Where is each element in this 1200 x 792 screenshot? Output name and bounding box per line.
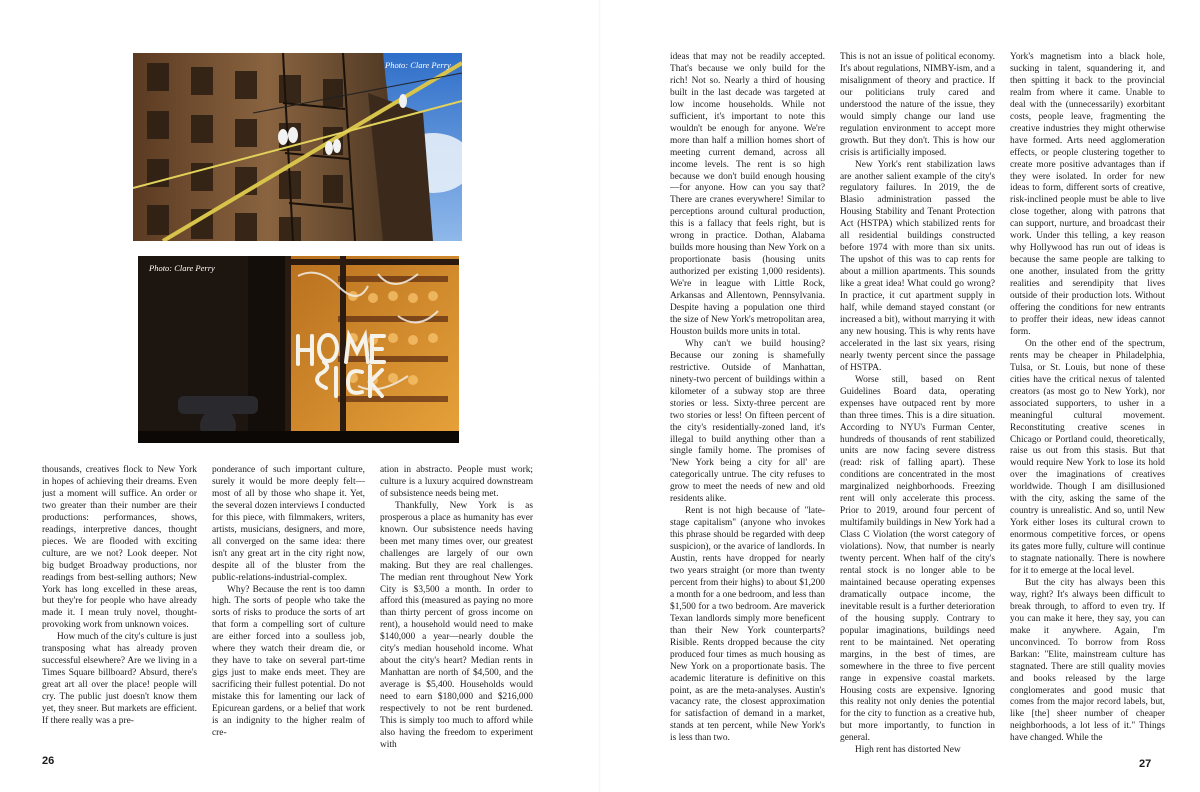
column-6-paragraph-2: On the other end of the spectrum, rents may be cheaper in Philadelphia, Tulsa, or St. Louis, but none of these cities have the critical nexus of talented creators (as most go to New York), nor associated supporters, to usher in a meaningful cultural movement. Reconstituting creative scenes in Chicago or Portland could, theoretically, raise us out from this stasis. But that would require New York to lose its hold over the imaginations of creatives worldwide. Though I am disillusioned with the city, asking the same of the country is unrealistic. And so, until New York either loses its cultural crown to enormous competitive forces, or opens its gates more fully, culture will continue to stagnate nationally. There is nowhere for it to emerge at the local level. (1010, 338, 1165, 576)
photo1-credit: Photo: Clare Perry (385, 60, 451, 70)
photo-home-sick-graffiti (138, 256, 459, 443)
column-5-paragraph-2: New York's rent stabilization laws are another salient example of the city's regulatory failures. In 2019, the de Blasio administration passed the Housing Stability and Tenant Protection Act (HSTPA) which stabilized rents for all residential buildings constructed before 1974 with more than six units. The upshot of this was to cap rents for about a million apartments. This sounds like a great idea! What could go wrong? In practice, it cut apartment supply in half, while demand stayed constant (or increased a bit), without marrying it with any new housing. This is why rents have accelerated in the last six years, rising nearly twenty percent since the passage of HSTPA. (840, 159, 995, 373)
column-4-paragraph-2: Why can't we build housing? Because our zoning is shamefully restrictive. Outside of Manhattan, ninety-two percent of buildings within a kilometer of a subway stop are three stories or less. Sixty-three percent are two stories or less! On fifteen percent of the city's residentially-zoned land, it's illegal to build anything other than a single family home. The promises of 'New York being a city for all' are categorically untrue. The city refuses to grow to meet the needs of new and old residents alike. (670, 338, 825, 505)
page-number-right: 27 (1139, 758, 1152, 770)
column-6-paragraph-3: But the city has always been this way, right? It's always been difficult to break through, to afford to even try. If you can make it here, they say, you can make it anywhere. Again, I'm unconvinced. To borrow from Ross Barkan: "Elite, mainstream culture has stagnated. There are still quality movies and books released by the large conglomerates and good music that comes from the major record labels, but, like [the] sheer number of cheaper neighborhoods, a lot less of it." Things have changed. While the (1010, 577, 1165, 744)
column-6 (1010, 52, 1165, 772)
column-3 (380, 465, 533, 767)
photo2-credit: Photo: Clare Perry (149, 263, 215, 273)
column-1-paragraph-1: thousands, creatives flock to New York in hopes of achieving their dreams. Even just a moment will suffice. An order or two greater than their number are their productions: performances, shows, readings, interpretive dances, thought pieces. We are flooded with exciting culture, are we not? Look deeper. Not big budget Broadway productions, nor readings from best-selling authors; New York has long excelled in these areas, but they're for people who have already made it. I mean truly novel, thought-provoking work from unknown voices. (42, 465, 197, 631)
column-6-paragraph-1: York's magnetism into a black hole, sucking in talent, squandering it, and then spitting it back to the provincial realm from where it came. Unable to deal with the (unnecessarily) exorbitant costs, people leave, fragmenting the creative industries they might otherwise have formed. Arts need agglomeration effects, or people clustering together to create more positive advantages than if they were isolated. In order for new ideas to form, different sorts of creative, risk-inclined people must be able to live close together, along with patrons that can support, nurture, and broadcast their work. Under this telling, a key reason why Hollywood has run out of ideas is because the same people are talking to one another, insulated from the gritty realities and serendipity that lives outside of their production lots. Without offering the conditions for new entrants to proffer their ideas, new ideas cannot form. (1010, 52, 1165, 337)
page-gutter (599, 0, 601, 792)
column-5-paragraph-1: This is not an issue of political economy. It's about regulations, NIMBY-ism, and a misalignment of theory and practice. If our politicians truly cared and understood the nature of the issue, they would simply change our land use regulation environment to accept more growth. But they don't. This is how our crisis is artificially imposed. (840, 52, 995, 158)
column-2-paragraph-2: Why? Because the rent is too damn high. The sorts of people who take the sorts of risks to produce the sorts of art that form a compelling sort of culture are either forced into a soulless job, where they watch their dream die, or they have to take on several part-time gigs just to make ends meet. They are sacrificing their fullest potential. Do not mistake this for lamenting our lack of Epicurean gardens, or a belief that work is an indignity to the higher realm of cre- (212, 584, 365, 738)
column-3-paragraph-1: ation in abstracto. People must work; culture is a luxury acquired downstream of subsistence needs being met. (380, 465, 533, 499)
column-5-paragraph-4: High rent has distorted New (855, 745, 961, 756)
column-4-paragraph-1: ideas that may not be readily accepted. That's because we only build for the rich! Not so. Nearly a third of housing built in the last decade was targeted at low income households. While not sufficient, it's important to note this wouldn't be enough for anyone. We're more than half a million homes short of meeting current demand, across all income levels. The rent is so high because we don't build enough housing—for anyone. How can you say that? There are cranes everywhere! Similar to perceptions around cultural production, this is a fallacy that feels right, but is wrong in practice. Dothan, Alabama builds more housing than New York on a proportionate basis (housing units authorized per existing 1,000 residents). We're in league with Little Rock, Arkansas and Allentown, Pennsylvania. Despite having a population one third the size of New York's metropolitan area, Houston builds more units in total. (670, 52, 825, 337)
column-2-paragraph-1: ponderance of such important culture, surely it would be more deeply felt—most of all by those who shape it. Yet, the several dozen interviews I conducted for this piece, with filmmakers, writers, artists, musicians, designers, and more, all converged on the same idea: there isn't any great art in the city right now, despite all of the bluster from the public-relations-industrial-complex. (212, 465, 365, 583)
column-5 (840, 52, 995, 772)
column-3-paragraph-2: Thankfully, New York is as prosperous a place as humanity has ever known. Our subsistence needs having been met many times over, our greatest challenges are largely of our own making. But they are real challenges. The median rent throughout New York City is $3,500 a month. In order to afford this (measured as paying no more than thirty percent of gross income on rent), a household would need to make $140,000 a year—nearly double the city's median household income. What about the city's heart? Median rents in Manhattan are north of $4,500, and the average is $5,400. Households would need to earn $180,000 and $216,000 respectively to not be rent burdened. This is simply too much to afford while also having the freedom to experiment with (380, 500, 533, 750)
column-4 (670, 52, 825, 772)
column-4-paragraph-3: Rent is not high because of "late-stage capitalism" (anyone who invokes this phrase should be regarded with deep suspicion), or the avarice of landlords. In Austin, rents have dropped for nearly two years straight (or more than twenty percent from their highs) to about $1,200 a month for a one bedroom, and less than $1,500 for a two bedroom. Are maverick Texan landlords simply more beneficent than their New York counterparts? Risible. Rents dropped because the city produced four times as much housing as New York on a proportionate basis. The academic literature is definitive on this point, as are the meta-analyses. Austin's vacancy rate, the closest approximation for satisfaction of demand in a market, stands at ten percent, while New York's is less than two. (670, 506, 825, 744)
column-2 (212, 465, 365, 767)
photo-home-sick-image (138, 256, 459, 443)
column-5-paragraph-3: Worse still, based on Rent Guidelines Board data, operating expenses have outpaced rent by more than three times. This is a dire situation. According to NYU's Furman Center, hundreds of thousands of rent stabilized units are now facing severe distress (read: risk of falling apart). These conditions are concentrated in the most marginalized neighborhoods. Freezing rent will only accelerate this process. Prior to 2019, around four percent of multifamily buildings in New York had a Class C Violation (the worst category of violations). Now, that number is nearly twenty percent. When half of the city's rental stock is no longer able to be maintained because operating expenses dramatically outpace income, the inevitable result is a further deterioration of the housing supply. Contrary to popular imaginations, buildings need rent to be maintained. Net operating margins, in the best of times, are somewhere in the three to five percent range in expensive coastal markets. Housing costs are expensive. Ignoring this reality not only denies the potential for the city to function as a creative hub, but more importantly, to function in general. (840, 374, 995, 744)
photo-building-facade (133, 53, 462, 241)
page-number-left: 26 (42, 755, 55, 767)
column-1-paragraph-2: How much of the city's culture is just transposing what has already proven successful elsewhere? Are we living in a Times Square billboard? Absurd, there's great art all over the place! people will cry. The public just doesn't know them yet, they sneer. But markets are efficient. If there really was a pre- (42, 632, 197, 727)
photo-building-facade-image (133, 53, 462, 241)
column-1 (42, 465, 197, 767)
